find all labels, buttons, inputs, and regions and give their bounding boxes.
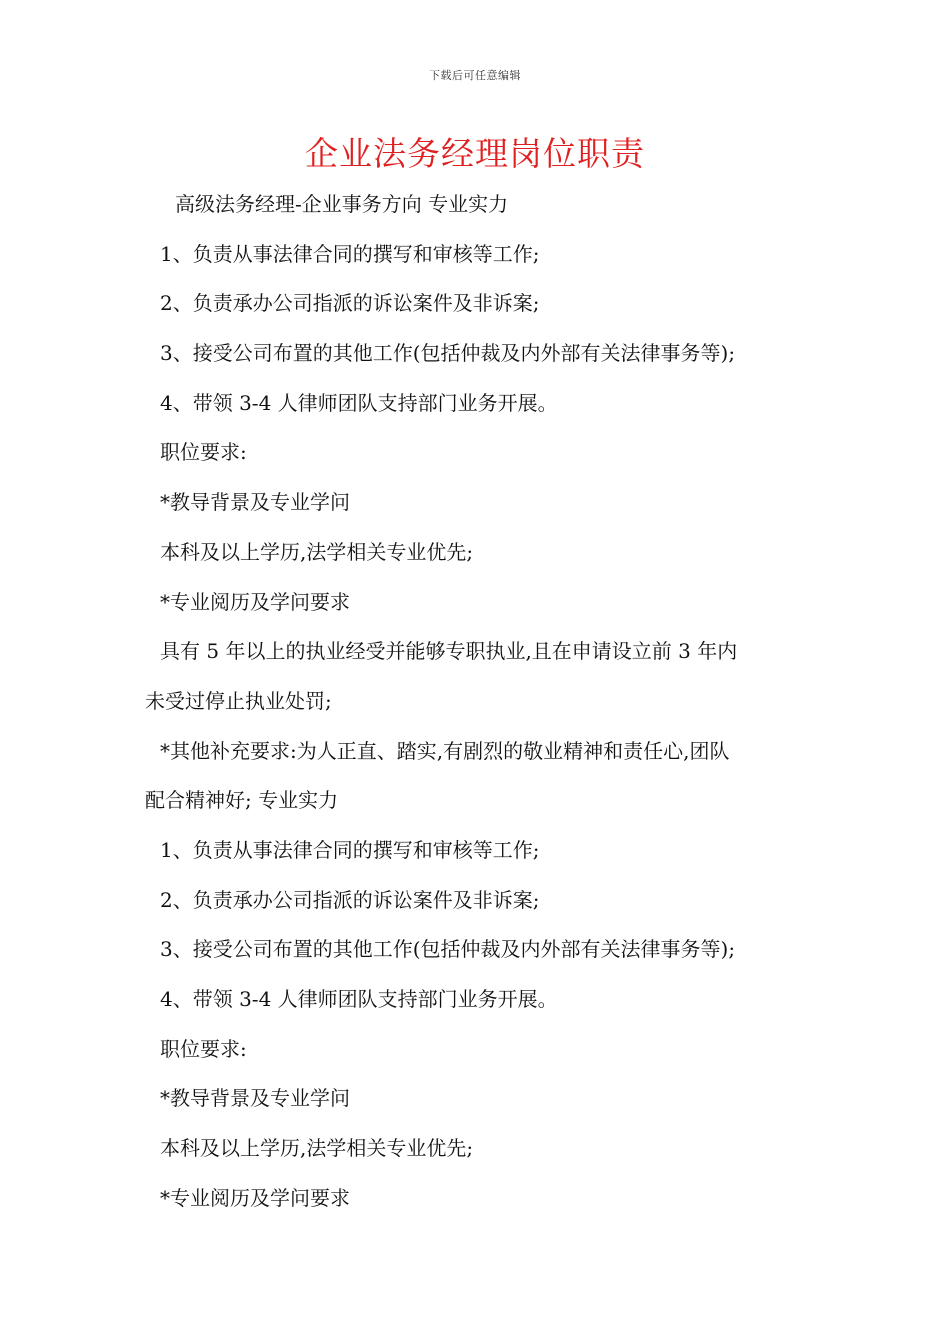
document-title: 企业法务经理岗位职责 [305,134,645,173]
body-line: 4、带领 3-4 人律师团队支持部门业务开展。 [160,987,558,1011]
body-line: *教导背景及专业学问 [160,490,350,515]
body-line: 4、带领 3-4 人律师团队支持部门业务开展。 [160,390,558,415]
body-line: 高级法务经理-企业事务方向 专业实力 [175,192,509,216]
body-line: 未受过停止执业处罚; [145,688,332,713]
body-line: 1、负责从事法律合同的撰写和审核等工作; [160,241,540,266]
body-line: *专业阅历及学问要求 [160,589,350,614]
body-line: *教导背景及专业学问 [160,1086,350,1111]
body-line: 本科及以上学历,法学相关专业优先; [160,539,474,564]
body-line: 3、接受公司布置的其他工作(包括仲裁及内外部有关法律事务等); [160,341,736,366]
body-line: *专业阅历及学问要求 [160,1185,350,1210]
body-line: 1、负责从事法律合同的撰写和审核等工作; [160,837,540,862]
body-line: 2、负责承办公司指派的诉讼案件及非诉案; [160,887,540,912]
header-note: 下载后可任意编辑 [429,69,521,82]
body-line: 具有 5 年以上的执业经受并能够专职执业,且在申请设立前 3 年内 [160,639,738,664]
body-line: *其他补充要求:为人正直、踏实,有剧烈的敬业精神和责任心,团队 [160,738,730,763]
body-line: 本科及以上学历,法学相关专业优先; [160,1136,474,1161]
document-body [145,180,815,1223]
body-line: 职位要求: [160,1036,247,1061]
body-line: 3、接受公司布置的其他工作(包括仲裁及内外部有关法律事务等); [160,937,736,962]
body-line: 职位要求: [160,440,247,465]
body-line: 配合精神好; 专业实力 [145,788,339,813]
body-line: 2、负责承办公司指派的诉讼案件及非诉案; [160,291,540,316]
